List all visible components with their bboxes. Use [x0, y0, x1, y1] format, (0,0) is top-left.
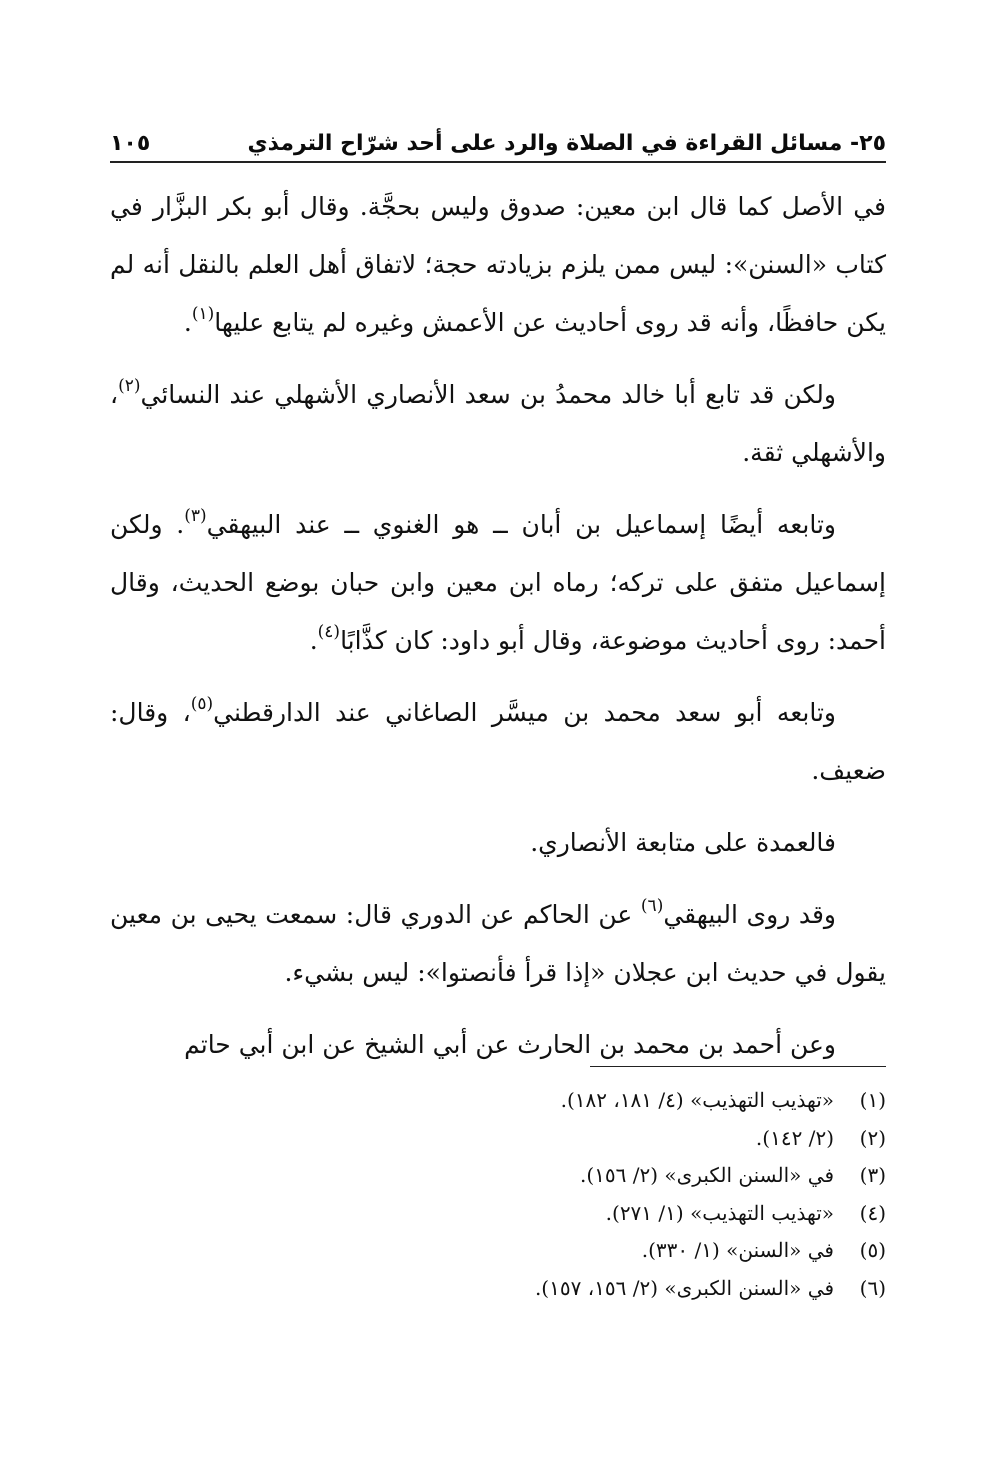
page-number: ١٠٥: [110, 131, 151, 156]
footnote-mark-3[interactable]: (٣): [184, 506, 207, 526]
paragraph-5: [110, 814, 886, 872]
paragraph-3-end: .: [309, 626, 318, 655]
paragraph-4-text: وتابعه أبو سعد محمد بن ميسَّر الصاغاني عند الدارقطني: [213, 698, 836, 727]
footnote-mark-2[interactable]: (٢): [118, 376, 141, 396]
paragraph-2-tail: ، والأشهلي ثقة.: [110, 380, 886, 467]
footnote-number: (٣): [859, 1163, 886, 1187]
paragraph-3: [110, 496, 886, 670]
footnote-text: في «السنن الكبرى» (٢/ ١٥٦).: [579, 1163, 834, 1187]
running-header: [110, 112, 886, 156]
footnote-item: [110, 1270, 886, 1308]
paragraph-6-text: وقد روى البيهقي: [663, 900, 836, 929]
paragraph-1-text: في الأصل كما قال ابن معين: صدوق وليس بحجَّة. وقال أبو بكر البزَّار في كتاب «السنن»: ليس ممن يلزم بزيادته حجة؛ لاتفاق أهل العلم بالنقل أنه لم يكن حافظًا، وأنه قد روى أحاديث عن الأعمش وغيره لم يتابع عليها: [110, 192, 886, 337]
paragraph-5-text: فالعمدة على متابعة الأنصاري.: [530, 828, 836, 857]
chapter-title: ٢٥- مسائل القراءة في الصلاة والرد على أحد شرّاح الترمذي: [247, 131, 886, 156]
paragraph-1: [110, 178, 886, 352]
footnote-text: في «السنن» (١/ ٣٣٠).: [641, 1238, 834, 1262]
main-text: [110, 178, 886, 1088]
footnote-item: [110, 1232, 886, 1270]
footnotes-list: [110, 1082, 886, 1307]
paragraph-4: [110, 684, 886, 800]
paragraph-2: [110, 366, 886, 482]
paragraph-6-tail: عن الحاكم عن الدوري قال: سمعت يحيى بن معين يقول في حديث ابن عجلان «إذا قرأ فأنصتوا»: ليس بشيء.: [110, 900, 886, 987]
footnote-item: [110, 1157, 886, 1195]
paragraph-4-tail: ، وقال: ضعيف.: [110, 698, 886, 785]
footnote-number: (٦): [859, 1275, 886, 1300]
footnote-text: في «السنن الكبرى» (٢/ ١٥٦، ١٥٧).: [534, 1275, 834, 1300]
footnote-mark-5[interactable]: (٥): [190, 694, 214, 714]
paragraph-7-text: وعن أحمد بن محمد بن الحارث عن أبي الشيخ عن ابن أبي حاتم: [184, 1030, 836, 1059]
footnote-text: (٢/ ١٤٢).: [755, 1125, 834, 1150]
footnote-text: «تهذيب التهذيب» (٤/ ١٨١، ١٨٢).: [560, 1088, 834, 1112]
footnote-number: (١): [859, 1088, 886, 1112]
footnote-mark-6[interactable]: (٦): [640, 896, 664, 916]
header-rule: [110, 161, 886, 163]
footnote-number: (٥): [859, 1238, 886, 1262]
paragraph-2-text: ولكن قد تابع أبا خالد محمدُ بن سعد الأنصاري الأشهلي عند النسائي: [140, 380, 836, 409]
footnote-text: «تهذيب التهذيب» (١/ ٢٧١).: [605, 1200, 834, 1225]
footnote-number: (٤): [859, 1200, 886, 1225]
paragraph-6: [110, 886, 886, 1002]
footnote-item: [110, 1195, 886, 1233]
footnote-number: (٢): [859, 1125, 886, 1150]
footnote-mark-4[interactable]: (٤): [317, 622, 341, 642]
footnote-mark-1[interactable]: (١): [191, 304, 215, 324]
paragraph-3-text: وتابعه أيضًا إسماعيل بن أبان ــ هو الغنوي ــ عند البيهقي: [206, 510, 836, 539]
footnote-item: [110, 1082, 886, 1120]
footnote-separator: [590, 1066, 886, 1067]
paragraph-3-tail: . ولكن إسماعيل متفق على تركه؛ رماه ابن معين وابن حبان بوضع الحديث، وقال أحمد: روى أحاديث موضوعة، وقال أبو داود: كان كذَّابًا: [110, 510, 886, 655]
paragraph-1-tail: .: [183, 308, 192, 337]
footnote-item: [110, 1120, 886, 1158]
